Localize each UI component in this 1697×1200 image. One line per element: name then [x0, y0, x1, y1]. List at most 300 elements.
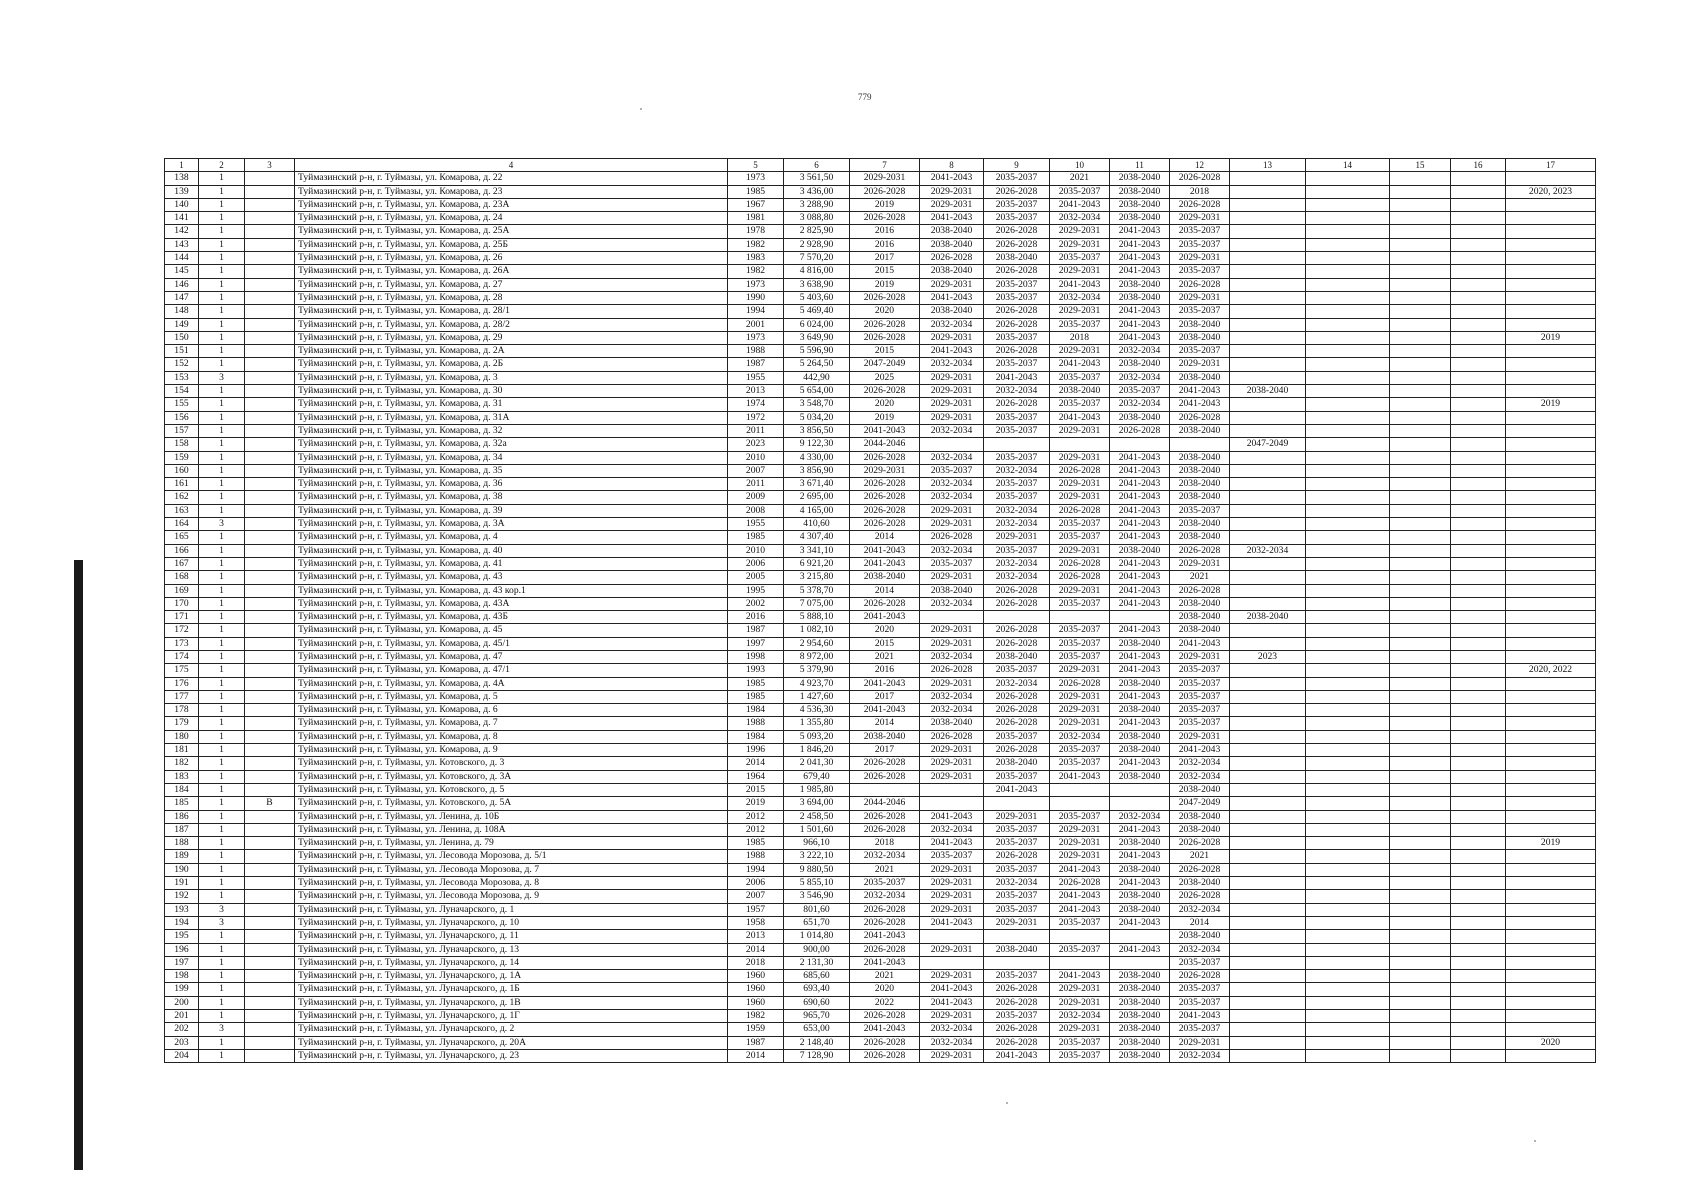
table-cell: [1390, 717, 1451, 730]
table-cell: 2020: [850, 983, 920, 996]
address-cell: Туймазинский р-н, г. Туймазы, ул. Луначарского, д. 11: [295, 930, 728, 943]
table-cell: 2026-2028: [984, 996, 1050, 1009]
table-cell: 2016: [850, 238, 920, 251]
table-cell: 2041-2043: [920, 810, 984, 823]
table-cell: 193: [165, 903, 199, 916]
table-cell: 1: [199, 690, 245, 703]
table-cell: [1306, 225, 1390, 238]
table-cell: 2025: [850, 371, 920, 384]
table-cell: 181: [165, 744, 199, 757]
table-cell: 2041-2043: [850, 704, 920, 717]
table-cell: 3 215,80: [784, 571, 850, 584]
address-cell: Туймазинский р-н, г. Туймазы, ул. Луначарского, д. 1В: [295, 996, 728, 1009]
table-cell: 2006: [728, 557, 784, 570]
table-cell: [1306, 278, 1390, 291]
table-cell: 2019: [728, 797, 784, 810]
table-cell: [1506, 916, 1596, 929]
table-cell: 2041-2043: [1110, 943, 1170, 956]
table-cell: 2038-2040: [984, 252, 1050, 265]
register-table-container: [164, 158, 1596, 1063]
table-cell: [1390, 531, 1451, 544]
table-cell: 2041-2043: [1110, 491, 1170, 504]
table-cell: 1: [199, 1049, 245, 1062]
table-cell: 2029-2031: [850, 464, 920, 477]
table-cell: [1306, 291, 1390, 304]
column-number-cell: 10: [1050, 159, 1110, 172]
table-cell: [1170, 438, 1230, 451]
table-cell: [1506, 704, 1596, 717]
table-cell: 2026-2028: [984, 238, 1050, 251]
table-cell: [1506, 451, 1596, 464]
table-cell: 2038-2040: [850, 571, 920, 584]
table-cell: 6 921,20: [784, 557, 850, 570]
table-cell: [1306, 837, 1390, 850]
table-cell: 2035-2037: [1170, 677, 1230, 690]
table-cell: 1: [199, 877, 245, 890]
table-cell: [1506, 863, 1596, 876]
table-cell: 2038-2040: [1170, 491, 1230, 504]
table-cell: 2035-2037: [1050, 624, 1110, 637]
table-cell: 2035-2037: [984, 770, 1050, 783]
table-cell: [245, 371, 295, 384]
table-cell: 2 148,40: [784, 1036, 850, 1049]
table-row: [165, 890, 1596, 903]
table-cell: 2020, 2022: [1506, 664, 1596, 677]
table-cell: 2026-2028: [1170, 890, 1230, 903]
table-cell: [1451, 597, 1506, 610]
table-cell: [1306, 757, 1390, 770]
table-cell: [1506, 238, 1596, 251]
table-cell: [1390, 664, 1451, 677]
column-number-cell: 9: [984, 159, 1050, 172]
table-cell: 1: [199, 212, 245, 225]
table-cell: [1390, 371, 1451, 384]
table-cell: [1390, 278, 1451, 291]
table-cell: 2015: [850, 637, 920, 650]
table-cell: 2032-2034: [920, 704, 984, 717]
table-cell: 2038-2040: [1110, 185, 1170, 198]
table-cell: 182: [165, 757, 199, 770]
table-cell: [1390, 185, 1451, 198]
table-cell: 2010: [728, 544, 784, 557]
table-row: [165, 650, 1596, 663]
table-cell: 142: [165, 225, 199, 238]
table-row: [165, 411, 1596, 424]
table-cell: [1230, 571, 1306, 584]
table-cell: 2032-2034: [1050, 212, 1110, 225]
table-cell: 2032-2034: [1170, 757, 1230, 770]
table-cell: [1110, 797, 1170, 810]
column-number-cell: 17: [1506, 159, 1596, 172]
table-cell: 2021: [1050, 172, 1110, 185]
table-cell: 2026-2028: [984, 744, 1050, 757]
table-cell: [1306, 863, 1390, 876]
address-cell: Туймазинский р-н, г. Туймазы, ул. Комарова, д. 28/2: [295, 318, 728, 331]
table-cell: [1230, 717, 1306, 730]
table-cell: 148: [165, 305, 199, 318]
table-cell: 3 341,10: [784, 544, 850, 557]
table-cell: 2029-2031: [1170, 730, 1230, 743]
table-cell: 2018: [1050, 331, 1110, 344]
table-cell: 2035-2037: [1170, 1023, 1230, 1036]
table-cell: 172: [165, 624, 199, 637]
table-cell: 1: [199, 358, 245, 371]
table-cell: 2041-2043: [1110, 504, 1170, 517]
table-cell: [1506, 1023, 1596, 1036]
table-cell: [1451, 238, 1506, 251]
table-cell: 2035-2037: [1170, 717, 1230, 730]
table-cell: [245, 424, 295, 437]
table-cell: 2026-2028: [920, 730, 984, 743]
table-cell: 2026-2028: [984, 265, 1050, 278]
table-cell: 2029-2031: [1170, 252, 1230, 265]
table-cell: 2044-2046: [850, 438, 920, 451]
column-number-cell: 4: [295, 159, 728, 172]
table-cell: 2035-2037: [984, 823, 1050, 836]
table-cell: 188: [165, 837, 199, 850]
table-row: [165, 810, 1596, 823]
table-cell: 2038-2040: [1170, 478, 1230, 491]
column-number-cell: 5: [728, 159, 784, 172]
table-cell: 1982: [728, 1010, 784, 1023]
table-cell: 1: [199, 172, 245, 185]
table-cell: [1451, 291, 1506, 304]
table-cell: 144: [165, 252, 199, 265]
address-cell: Туймазинский р-н, г. Туймазы, ул. Комарова, д. 34: [295, 451, 728, 464]
address-cell: Туймазинский р-н, г. Туймазы, ул. Комарова, д. 43: [295, 571, 728, 584]
table-cell: [984, 930, 1050, 943]
table-cell: 165: [165, 531, 199, 544]
address-cell: Туймазинский р-н, г. Туймазы, ул. Комарова, д. 8: [295, 730, 728, 743]
table-row: [165, 238, 1596, 251]
table-row: [165, 797, 1596, 810]
table-cell: 2035-2037: [1170, 265, 1230, 278]
table-cell: 2041-2043: [1110, 690, 1170, 703]
table-cell: 2041-2043: [1110, 916, 1170, 929]
table-cell: [1451, 624, 1506, 637]
table-row: [165, 664, 1596, 677]
table-cell: [1451, 730, 1506, 743]
table-cell: 1: [199, 491, 245, 504]
table-cell: 2001: [728, 318, 784, 331]
table-cell: 164: [165, 518, 199, 531]
table-cell: [1306, 424, 1390, 437]
table-cell: 3: [199, 518, 245, 531]
table-cell: [1230, 783, 1306, 796]
table-cell: [1451, 837, 1506, 850]
table-cell: 2029-2031: [920, 1049, 984, 1062]
table-cell: [1506, 172, 1596, 185]
column-number-cell: 3: [245, 159, 295, 172]
table-cell: [1306, 411, 1390, 424]
table-cell: 1 014,80: [784, 930, 850, 943]
address-cell: Туймазинский р-н, г. Туймазы, ул. Комарова, д. 43Б: [295, 611, 728, 624]
table-cell: 2029-2031: [1050, 1023, 1110, 1036]
table-cell: [1050, 438, 1110, 451]
table-row: [165, 611, 1596, 624]
table-cell: [1230, 305, 1306, 318]
table-cell: 2038-2040: [1170, 451, 1230, 464]
table-cell: [1230, 823, 1306, 836]
table-cell: 2032-2034: [984, 504, 1050, 517]
table-cell: 138: [165, 172, 199, 185]
table-cell: 1: [199, 797, 245, 810]
table-cell: 2026-2028: [984, 1023, 1050, 1036]
table-cell: 2032-2034: [1050, 291, 1110, 304]
table-cell: 1967: [728, 198, 784, 211]
table-cell: [1451, 278, 1506, 291]
table-cell: 2038-2040: [1110, 837, 1170, 850]
address-cell: Туймазинский р-н, г. Туймазы, ул. Комарова, д. 4А: [295, 677, 728, 690]
table-cell: 2009: [728, 491, 784, 504]
table-cell: 2041-2043: [850, 1023, 920, 1036]
table-cell: 2026-2028: [1050, 557, 1110, 570]
table-cell: [1230, 916, 1306, 929]
table-cell: 5 855,10: [784, 877, 850, 890]
table-cell: 2029-2031: [984, 531, 1050, 544]
table-cell: 2035-2037: [984, 890, 1050, 903]
table-row: [165, 212, 1596, 225]
table-cell: [1230, 624, 1306, 637]
table-cell: [1390, 411, 1451, 424]
table-cell: [245, 212, 295, 225]
table-cell: [1390, 305, 1451, 318]
table-cell: [245, 318, 295, 331]
table-cell: 2029-2031: [1050, 690, 1110, 703]
table-cell: 2041-2043: [1050, 198, 1110, 211]
table-cell: [1451, 265, 1506, 278]
table-cell: 2007: [728, 890, 784, 903]
table-cell: 2029-2031: [1050, 664, 1110, 677]
table-cell: [1390, 677, 1451, 690]
table-cell: 1993: [728, 664, 784, 677]
table-cell: [1451, 823, 1506, 836]
table-cell: [1506, 571, 1596, 584]
table-row: [165, 730, 1596, 743]
table-cell: 1: [199, 704, 245, 717]
table-cell: [1451, 424, 1506, 437]
table-cell: [1306, 198, 1390, 211]
table-cell: 2029-2031: [920, 903, 984, 916]
table-cell: 1: [199, 385, 245, 398]
table-cell: [1451, 637, 1506, 650]
table-cell: [245, 1049, 295, 1062]
table-row: [165, 531, 1596, 544]
table-cell: 1985: [728, 690, 784, 703]
table-cell: 1: [199, 837, 245, 850]
table-cell: 1: [199, 291, 245, 304]
table-cell: [1230, 970, 1306, 983]
column-number-cell: 11: [1110, 159, 1170, 172]
table-cell: 169: [165, 584, 199, 597]
table-cell: 2038-2040: [1110, 903, 1170, 916]
table-cell: 2035-2037: [1050, 650, 1110, 663]
table-cell: 2038-2040: [1110, 996, 1170, 1009]
table-cell: 2026-2028: [920, 252, 984, 265]
table-cell: 2035-2037: [1170, 983, 1230, 996]
table-cell: [1506, 557, 1596, 570]
table-cell: 2038-2040: [1170, 318, 1230, 331]
table-cell: 1985: [728, 185, 784, 198]
table-row: [165, 424, 1596, 437]
table-cell: [1230, 770, 1306, 783]
table-row: [165, 504, 1596, 517]
table-cell: 185: [165, 797, 199, 810]
table-cell: 6 024,00: [784, 318, 850, 331]
table-cell: 1982: [728, 265, 784, 278]
table-cell: 2029-2031: [1050, 837, 1110, 850]
table-cell: 2041-2043: [1110, 265, 1170, 278]
table-cell: [1390, 265, 1451, 278]
table-cell: 2020, 2023: [1506, 185, 1596, 198]
table-cell: 204: [165, 1049, 199, 1062]
table-cell: 1985: [728, 677, 784, 690]
table-cell: [1390, 318, 1451, 331]
table-cell: [984, 438, 1050, 451]
table-cell: [1451, 704, 1506, 717]
table-cell: [1306, 730, 1390, 743]
table-cell: 1: [199, 544, 245, 557]
table-cell: [1230, 238, 1306, 251]
table-cell: 5 403,60: [784, 291, 850, 304]
table-cell: 2038-2040: [1110, 744, 1170, 757]
table-cell: 1: [199, 478, 245, 491]
table-cell: [920, 930, 984, 943]
table-cell: 2029-2031: [984, 810, 1050, 823]
table-cell: [245, 664, 295, 677]
table-cell: [1390, 571, 1451, 584]
table-cell: 140: [165, 198, 199, 211]
table-row: [165, 916, 1596, 929]
table-cell: 2041-2043: [1050, 278, 1110, 291]
table-cell: [1451, 331, 1506, 344]
table-cell: 2026-2028: [1170, 837, 1230, 850]
table-cell: [1390, 225, 1451, 238]
table-cell: 2041-2043: [1110, 318, 1170, 331]
table-cell: 2026-2028: [850, 451, 920, 464]
table-cell: [1390, 916, 1451, 929]
table-cell: [1451, 983, 1506, 996]
table-cell: 2026-2028: [850, 597, 920, 610]
table-cell: 2038-2040: [1110, 198, 1170, 211]
table-cell: [245, 478, 295, 491]
table-cell: [1390, 783, 1451, 796]
table-cell: 1: [199, 983, 245, 996]
table-cell: 2014: [850, 531, 920, 544]
table-cell: [1306, 491, 1390, 504]
table-cell: [1230, 890, 1306, 903]
table-cell: 2029-2031: [920, 943, 984, 956]
table-cell: 2038-2040: [1170, 624, 1230, 637]
table-cell: 1: [199, 531, 245, 544]
table-cell: 2038-2040: [1170, 331, 1230, 344]
table-cell: 2013: [728, 385, 784, 398]
table-cell: [1230, 1010, 1306, 1023]
table-cell: [245, 744, 295, 757]
table-cell: 1: [199, 411, 245, 424]
table-cell: [1306, 1023, 1390, 1036]
address-cell: Туймазинский р-н, г. Туймазы, ул. Комарова, д. 25Б: [295, 238, 728, 251]
table-cell: 203: [165, 1036, 199, 1049]
table-cell: 2029-2031: [1050, 491, 1110, 504]
table-cell: [1306, 464, 1390, 477]
table-cell: 174: [165, 650, 199, 663]
table-cell: 2029-2031: [1050, 451, 1110, 464]
table-cell: 2014: [728, 1049, 784, 1062]
table-cell: [1306, 956, 1390, 969]
table-cell: [1230, 903, 1306, 916]
table-cell: [1390, 943, 1451, 956]
table-cell: 2029-2031: [1050, 544, 1110, 557]
table-cell: 2 695,00: [784, 491, 850, 504]
column-number-cell: 8: [920, 159, 984, 172]
table-cell: [1451, 863, 1506, 876]
table-cell: 2026-2028: [850, 318, 920, 331]
table-cell: [1451, 1036, 1506, 1049]
table-cell: 1: [199, 611, 245, 624]
table-cell: 1: [199, 557, 245, 570]
table-cell: 2032-2034: [920, 650, 984, 663]
table-cell: 2032-2034: [1110, 371, 1170, 384]
table-cell: 2020: [850, 398, 920, 411]
table-cell: 2013: [728, 930, 784, 943]
table-cell: [1390, 996, 1451, 1009]
table-cell: [1230, 863, 1306, 876]
table-cell: 2041-2043: [1050, 890, 1110, 903]
table-cell: [1050, 930, 1110, 943]
table-cell: [1230, 358, 1306, 371]
table-row: [165, 331, 1596, 344]
table-cell: [1451, 956, 1506, 969]
table-cell: [1506, 597, 1596, 610]
table-cell: [1451, 464, 1506, 477]
table-cell: [1506, 744, 1596, 757]
table-cell: [1506, 903, 1596, 916]
address-cell: Туймазинский р-н, г. Туймазы, ул. Комарова, д. 47: [295, 650, 728, 663]
table-cell: 2041-2043: [1110, 823, 1170, 836]
table-cell: 2035-2037: [984, 903, 1050, 916]
table-cell: 3 546,90: [784, 890, 850, 903]
table-cell: [1306, 172, 1390, 185]
table-cell: 1957: [728, 903, 784, 916]
table-cell: 1: [199, 1010, 245, 1023]
table-cell: 2041-2043: [1050, 358, 1110, 371]
table-cell: [1230, 411, 1306, 424]
table-row: [165, 757, 1596, 770]
table-row: [165, 252, 1596, 265]
table-cell: [1050, 797, 1110, 810]
address-cell: Туймазинский р-н, г. Туймазы, ул. Луначарского, д. 10: [295, 916, 728, 929]
table-cell: [1506, 305, 1596, 318]
table-cell: 2038-2040: [1110, 1010, 1170, 1023]
table-cell: 2041-2043: [984, 371, 1050, 384]
table-cell: 2026-2028: [850, 810, 920, 823]
table-cell: 2014: [728, 943, 784, 956]
table-cell: [245, 916, 295, 929]
table-cell: 2029-2031: [920, 385, 984, 398]
table-cell: [1451, 371, 1506, 384]
housing-register-table: [164, 158, 1596, 1063]
table-cell: 2038-2040: [1110, 970, 1170, 983]
table-cell: 2035-2037: [984, 664, 1050, 677]
table-row: [165, 863, 1596, 876]
table-cell: 2026-2028: [1050, 677, 1110, 690]
table-row: [165, 518, 1596, 531]
table-cell: [1451, 797, 1506, 810]
table-cell: [1230, 345, 1306, 358]
table-cell: 2010: [728, 451, 784, 464]
table-cell: 2038-2040: [984, 943, 1050, 956]
